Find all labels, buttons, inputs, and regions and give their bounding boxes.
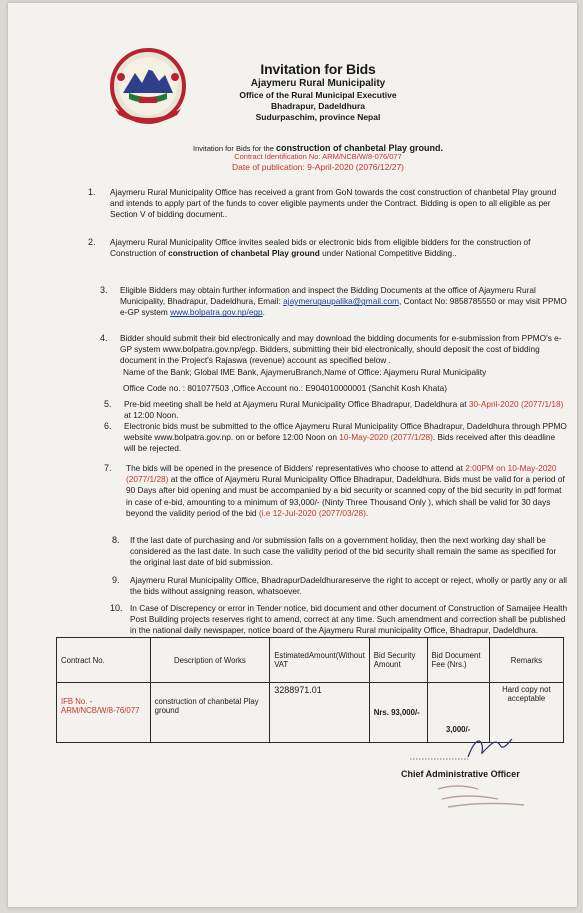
contract-identification: Contract Identification No: ARM/NCB/W/8-076/077 <box>234 152 402 161</box>
table-cell: Hard copy not acceptable <box>489 683 563 743</box>
email-link[interactable]: ajaymerugaupalika@gmail.com <box>283 296 399 307</box>
item-number: 3. <box>100 285 108 295</box>
page-title: Invitation for Bids <box>260 61 376 77</box>
notice-page <box>8 3 577 907</box>
table-cell: Nrs. 93,000/- <box>369 683 427 743</box>
table-cell: 3,000/- <box>427 683 489 743</box>
item-number: 1. <box>88 187 96 197</box>
item-number: 4. <box>100 333 108 343</box>
item-10: In Case of Discrepency or error in Tender notice, bid document and other document of Construction of Samaijee Health Post Building projects reserves right to amend, correct at any time. Such amendment and correction shall be published in the national daily newspaper, notice board of the Ajaymeru Rural municipality Office, Bhadrapur, Dadeldhura. <box>130 603 568 636</box>
bid-table <box>56 637 564 743</box>
item-9: Ajaymeru Rural Municipality Office, BhadrapurDadeldhurareserve the right to accept or reject, wholly or partly any or all the bids without assigning reason, whatsoever. <box>130 575 568 597</box>
item-number: 8. <box>112 535 120 545</box>
item-5: Pre-bid meeting shall be held at Ajaymeru Rural Municipality Office Bhadrapur, Dadeldhura at 30-April-2020 (2077/1/18) at 12:00 Noon. <box>124 399 564 421</box>
bank-details: Name of the Bank; Global IME Bank, AjaymeruBranch,Name of Office: Ajaymeru Rural Municipality <box>123 367 487 377</box>
column-header: Contract No. <box>57 638 151 683</box>
office-code: Office Code no. : 801077503 ,Office Account no.: E904010000001 (Sanchit Kosh Khata) <box>123 383 447 393</box>
item-3: Eligible Bidders may obtain further information and inspect the Bidding Documents at the office of Ajaymeru Rural Municipality, Bhadrapur, Dadeldhura, Email: ajaymerugaupalika@gmail.com, Contact No: 9858785550 or may visit PPMO e-GP system www.bolpatra.gov.np/egp. <box>120 285 567 318</box>
table-cell: construction of chanbetal Play ground <box>150 683 270 743</box>
item-number: 2. <box>88 237 96 247</box>
item-1: Ajaymeru Rural Municipality Office has received a grant from GoN towards the cost construction of chanbetal Play ground and intends to apply part of the funds to cover eligible payments under the Contract. Bidding is open to all eligible as per Section V of bidding document.. <box>110 187 557 220</box>
column-header: Remarks <box>489 638 563 683</box>
table-header-row <box>57 638 564 683</box>
province-name: Sudurpaschim, province Nepal <box>255 112 381 122</box>
office-place: Bhadrapur, Dadeldhura <box>271 101 365 111</box>
item-number: 5. <box>104 399 112 409</box>
table-cell: 3288971.01 <box>270 683 370 743</box>
item-2: Ajaymeru Rural Municipality Office invites sealed bids or electronic bids from eligible bidders for the construction of Construction of construction of chanbetal Play ground under National Competitive Bidding.. <box>110 237 531 259</box>
column-header: Bid Security Amount <box>369 638 427 683</box>
signatory-title: Chief Administrative Officer <box>401 769 520 779</box>
publication-date: Date of publication: 9-April-2020 (2076/12/27) <box>232 162 404 172</box>
item-8: If the last date of purchasing and /or submission falls on a government holiday, then the next working day shall be considered as the last date. In such case the validity period of the bid security shall remain the same as specified for the original last date of bid submission. <box>130 535 557 568</box>
handwritten-signature <box>408 731 528 763</box>
item-number: 6. <box>104 421 112 431</box>
column-header: Bid Document Fee (Nrs.) <box>427 638 489 683</box>
item-7: The bids will be opened in the presence of Bidders' representatives who choose to attend at 2:00PM on 10-May-2020 (2077/1/28) at the office of Ajaymeru Rural Municipality Office Bhadrapur, Dadeldhura. Bids must be valid for a period of 90 Days after bid opening and must be accompanied by a bid security or scanned copy of the bid security in pdf format in case of e-bid, amounting to a minimum of 93,000/- (Ninty Three Thousand Only ), which shall be valid for 30 days beyond the validity period of the bid (i.e 12-Jul-2020 (2077/03/28). <box>126 463 565 518</box>
table-cell: IFB No. - ARM/NCB/W/8-76/077 <box>57 683 151 743</box>
municipality-name: Ajaymeru Rural Municipality <box>250 78 386 89</box>
item-4: Bidder should submit their bid electronically and may download the bidding documents for e-submission from PPMO's e-GP system www.bolpatra.gov.np/egp. Bidders, submitting their bid electronically, should deposit the cost of bidding document in the Project's Rajaswa (revenue) account as specified below . <box>120 333 562 366</box>
item-number: 10. <box>110 603 123 613</box>
column-header: Description of Works <box>150 638 270 683</box>
item-number: 7. <box>104 463 112 473</box>
item-number: 9. <box>112 575 120 585</box>
office-stamp <box>428 779 538 811</box>
egp-link[interactable]: www.bolpatra.gov.np/egp <box>170 307 263 318</box>
office-name: Office of the Rural Municipal Executive <box>239 90 397 100</box>
invitation-line: Invitation for Bids for the construction of chanbetal Play ground. <box>193 143 443 153</box>
item-6: Electronic bids must be submitted to the office Ajaymeru Rural Municipality Office Bhadrapur, Dadeldhura through PPMO website www.bolpatra.gov.np. on or before 12:00 Noon on 10-May-2020 (2077/1/28). Bids received after this deadline will be rejected. <box>124 421 567 454</box>
column-header: EstimatedAmount(Without VAT <box>270 638 370 683</box>
